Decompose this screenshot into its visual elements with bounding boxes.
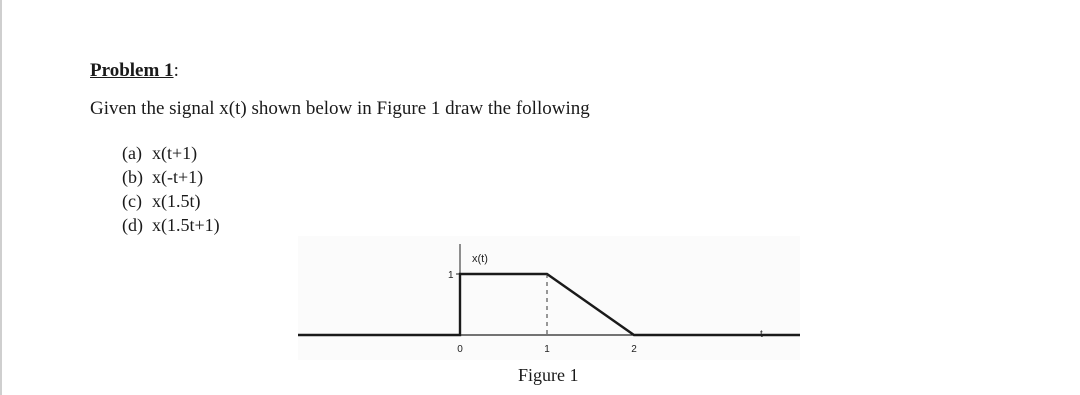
signal-plot	[298, 236, 800, 360]
problem-intro: Given the signal x(t) shown below in Figure 1 draw the following	[90, 98, 590, 119]
part-a	[122, 141, 220, 165]
figure-caption: Figure 1	[518, 365, 579, 385]
part-c-expr: x(1.5t)	[152, 191, 201, 211]
x-tick-label-0: 0	[457, 344, 463, 355]
part-c-tag: (c)	[122, 191, 142, 211]
signal-waveform	[298, 274, 800, 335]
plot-axes	[298, 244, 758, 336]
part-b-tag: (b)	[122, 167, 143, 187]
problem-parts-list	[122, 141, 220, 237]
part-a-expr: x(t+1)	[152, 143, 198, 163]
part-d-tag: (d)	[122, 215, 143, 235]
part-d-expr: x(1.5t+1)	[152, 215, 220, 235]
part-d	[122, 213, 220, 237]
problem-heading	[90, 60, 179, 82]
part-b-expr: x(-t+1)	[152, 167, 204, 187]
part-b	[122, 165, 220, 189]
part-c	[122, 189, 220, 213]
problem-heading-text: Problem 1	[90, 60, 174, 81]
x-tick-label-1: 1	[544, 344, 550, 355]
part-a-tag: (a)	[122, 143, 142, 163]
y-tick-label-1: 1	[448, 270, 454, 281]
problem-heading-colon: :	[173, 60, 179, 81]
figure-1-panel	[298, 236, 800, 360]
page-left-border	[0, 0, 2, 395]
t-axis-label: t	[760, 329, 763, 340]
x-tick-label-2: 2	[631, 344, 637, 355]
signal-label: x(t)	[472, 253, 488, 265]
